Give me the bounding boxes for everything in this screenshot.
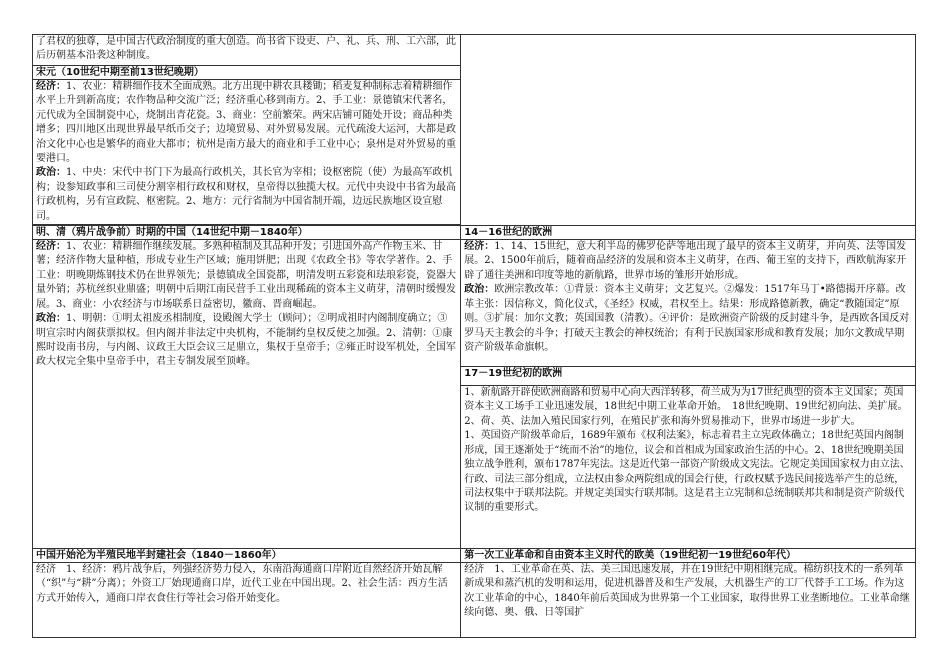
- table-row: [33, 35, 916, 66]
- economy-text: 1、农业：精耕细作继续发展。多熟种植制及其品种开发；引进国外高产作物玉米、甘薯；经济作物大量种植，形成专业生产区域；施用饼肥；出现《农政全书》等农学著作。2、手工业：明晚期炼钢技术仍在世界领先；景德镇成全国瓷都，明清发明五彩瓷和珐琅彩瓷，瓷器大量外销；苏杭丝织业鼎盛；明朝中后期江南民营手工业出现稀疏的资本主义萌芽，清朝时缓慢发展。3、商业：小农经济与市场联系日益密切，徽商、晋商崛起。: [36, 241, 456, 310]
- economy-label: 经济：: [36, 241, 66, 253]
- section-title-song-yuan: 宋元（10世纪中期至前13世纪晚期）: [33, 66, 461, 80]
- economy-label: 经济：: [464, 241, 495, 253]
- politics-label: 政治：: [464, 284, 495, 296]
- politics-text: 1、明朝：①明太祖废丞相制度，设殿阁大学士（顾问）；②明成祖时内阁制度确立；③明宣宗时内阁获票拟权。但内阁并非法定中央机构，不能制约皇权反使之加强。2、清朝：①康熙时设南书房，与内阁、议政王大臣会议三足鼎立，集权于皇帝手；②雍正时设军机处，全国军政大权完全集中皇帝手中，君主专制发展至顶峰。: [36, 313, 456, 368]
- ming-qing-politics: [36, 312, 457, 370]
- europe-14-16-politics: [464, 283, 912, 355]
- economy-label: 经济：: [36, 81, 66, 92]
- europe-17-19-content: [461, 386, 916, 549]
- notes-table: [32, 34, 916, 638]
- table-row: [33, 563, 916, 638]
- politics-label: 政治：: [36, 313, 66, 325]
- politics-text: 欧洲宗教改革：①背景：资本主义萌芽；文艺复兴。②爆发：1517年马丁•路德揭开序幕。改革主张：因信称义，简化仪式，《圣经》权威，君权至上。结果：形成路德新教，确定“教随国定”原则。③扩展：加尔文教；英国国教（清教）。④评价：是欧洲资产阶级的反封建斗争，是西欧各国反对罗马天主教会的斗争；打破天主教会的神权统治；有利于民族国家形成和教育发展；加尔文教成早期资产阶级革命旗帜。: [464, 284, 910, 353]
- europe-17-19-economy: 1、新航路开辟使欧洲商路和贸易中心向大西洋转移，荷兰成为为17世纪典型的资本主义国家；英国资本主义工场手工业迅速发展，18世纪中期工业革命开始。 18世纪晚期、19世纪初向法、美扩展。2、荷、英、法加入殖民国家行列，在殖民扩张和海外贸易推动下，世界市场进一步扩大。: [464, 387, 908, 427]
- europe-14-16-content: [461, 240, 916, 367]
- table-row: [33, 240, 916, 367]
- economy-text: 1、经济：鸦片战争后，列强经济势力侵入，东南沿海通商口岸附近自然经济开始瓦解（“织”与“耕”分离）；外资工厂始现通商口岸，近代工业在中国出现。2、社会生活：西方生活方式开始传入，通商口岸衣食住行等社会习俗开始变化。: [36, 564, 448, 604]
- song-yuan-content: [33, 80, 461, 225]
- paragraph: 了君权的独尊，是中国古代政治制度的重大创造。尚书省下设吏、户、礼、兵、刑、工六部，此后历朝基本沿袭这种制度。: [36, 36, 456, 62]
- document-page: [32, 34, 916, 654]
- empty-cell: [461, 35, 916, 226]
- economy-label: 经济: [36, 564, 56, 576]
- table-row: [33, 549, 916, 563]
- table-row: [33, 226, 916, 240]
- semi-colonial-economy: [36, 563, 457, 606]
- song-yuan-economy: [36, 80, 457, 166]
- politics-text: 1、中央：宋代中书门下为最高行政机关，其长官为宰相；设枢密院（使）为最高军政机构；设参知政事和三司使分割宰相行政权和财权，皇帝得以独揽大权。元代中央设中书省为最高行政机构，另有宣政院、枢密院。2、地方：元行省制为中国省制开端，边远民族地区设宣慰司。: [36, 167, 456, 222]
- ming-qing-content: [33, 240, 461, 549]
- europe-14-16-economy: [464, 240, 912, 283]
- section-title-europe-14-16: 14－16世纪的欧洲: [461, 226, 916, 240]
- song-yuan-politics: [36, 166, 457, 224]
- industrial-revolution-content: [461, 563, 916, 638]
- politics-label: 政治：: [36, 167, 66, 179]
- section-title-semi-colonial: 中国开始沦为半殖民地半封建社会（1840－1860年）: [33, 549, 461, 563]
- section-title-ming-qing: 明、清（鸦片战争前）时期的中国（14世纪中期－1840年）: [33, 226, 461, 240]
- ming-qing-economy: [36, 240, 457, 312]
- economy-label: 经济: [464, 564, 485, 576]
- economy-text: 1、工业革命在英、法、美三国迅速发展，并在19世纪中期相继完成。棉纺织技术的一系列革新成果和蒸汽机的发明和运用，促进机器普及和生产发展，大机器生产的工厂代替手工工场。作为这次工业革命的中心，1840年前后英国成为世界第一个工业国家，取得世界工业垄断地位。工业革命继续向德、奥、俄、日等国扩: [464, 564, 910, 619]
- economy-text: 1、14、15世纪，意大利半岛的佛罗伦萨等地出现了最早的资本主义萌芽，并向英、法等国发展。2、1500年前后，随着商品经济的发展和资本主义萌芽，在西、葡王室的支持下，西欧航海家开辟了通往美洲和印度等地的新航路，世界市场的雏形开始形成。: [464, 241, 907, 281]
- semi-colonial-content: [33, 563, 461, 638]
- industrial-revolution-economy: [464, 563, 912, 621]
- section-title-industrial-revolution: 第一次工业革命和自由资本主义时代的欧美（19世纪初一19世纪60年代）: [461, 549, 916, 563]
- economy-text: 1、农业：精耕细作技术全面成熟。北方出现中耕农具耧锄；稻麦复种制标志着精耕细作水平上升到新高度；农作物品种交流广泛；经济重心移到南方。2、手工业：景德镇宋代著名，元代成为全国制瓷中心，烧制出青花瓷。3、商业：空前繁荣。两宋店铺可随处开设；商品种类增多；四川地区出现世界最早纸币交子；边境贸易、对外贸易发展。元代疏浚大运河，大都是政治文化中心也是繁华的商业大都市；杭州是南方最大的商业和手工业中心；泉州是对外贸易的重要港口。: [36, 81, 456, 165]
- tang-text-cell: [33, 35, 461, 66]
- europe-17-19-politics: 1、英国资产阶级革命后，1689年颁布《权利法案》，标志着君主立宪政体确立；18世纪英国内阁制形成，国王逐渐处于“统而不治”的地位，议会和首相成为国家政治生活的中心。2、18世纪晚期美国独立战争胜利，颁布1787年宪法。这是近代第一部资产阶级成文宪法。它规定美国国家权力由立法、行政、司法三部分组成，立法权由参众两院组成的国会行使，行政权赋予选民间接选举产生的总统，司法权集中于联邦法院。并规定美国实行联邦制。这是君主立宪制和总统制联邦共和制是资产阶级代议制的重要形式。: [464, 430, 910, 514]
- section-title-europe-17-19: 17－19世纪初的欧洲: [461, 367, 916, 386]
